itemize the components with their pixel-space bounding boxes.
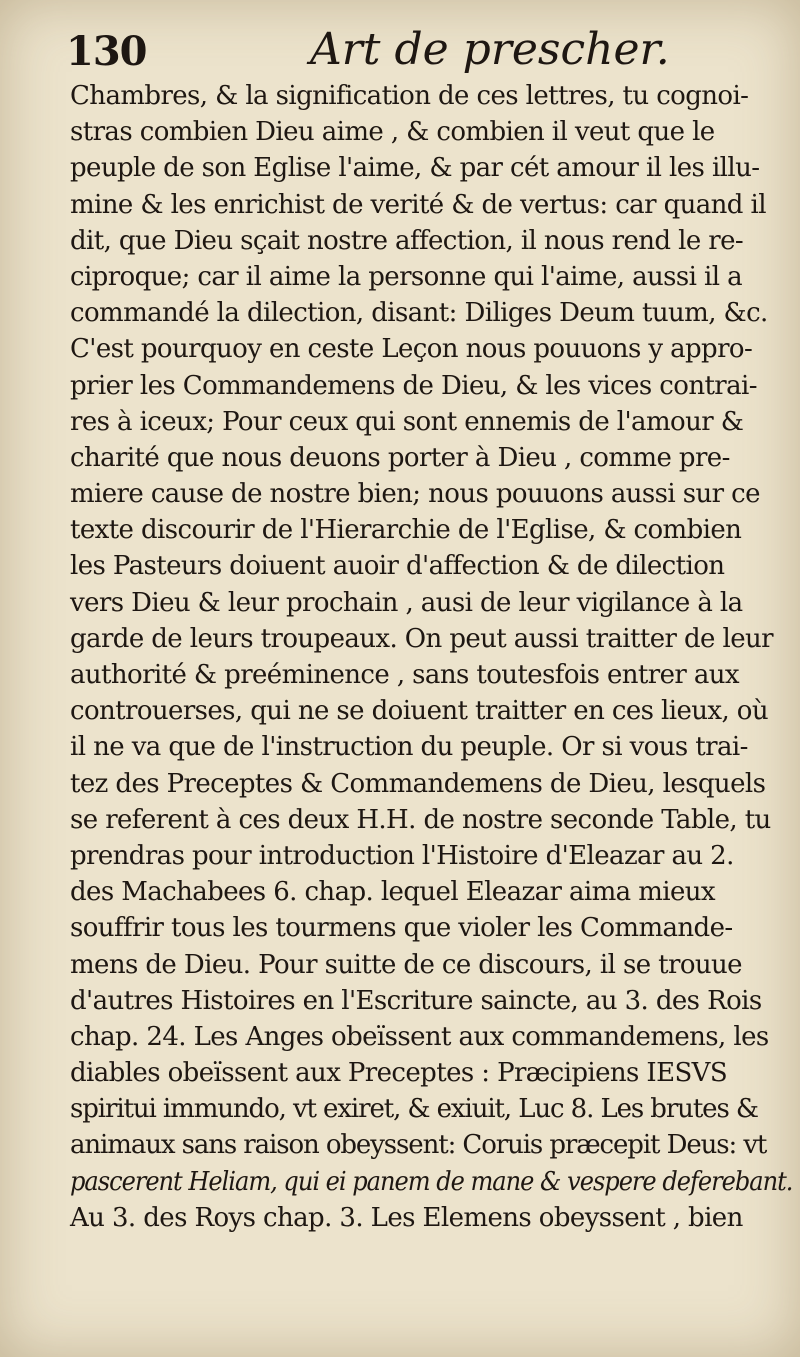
- text-line: mens de Dieu. Pour suitte de ce discours, il se trouue: [70, 949, 742, 980]
- running-title: Art de prescher.: [310, 24, 670, 75]
- text-line: prendras pour introduction l'Histoire d'Eleazar au 2.: [70, 840, 734, 871]
- body-text: [70, 78, 796, 1236]
- text-line: C'est pourquoy en ceste Leçon nous pouuons y appro-: [70, 334, 753, 365]
- text-line: res à iceux; Pour ceux qui sont ennemis de l'amour &: [70, 406, 744, 437]
- text-line: charité que nous deuons porter à Dieu , comme pre-: [70, 442, 730, 473]
- text-line: les Pasteurs doiuent auoir d'affection & de dilection: [70, 551, 725, 582]
- page-number: 130: [66, 28, 147, 75]
- text-line: authorité & preéminence , sans toutesfois entrer aux: [70, 660, 739, 690]
- text-line: prier les Commandemens de Dieu, & les vices contrai-: [70, 370, 757, 401]
- text-line: il ne va que de l'instruction du peuple. Or si vous trai-: [70, 732, 748, 763]
- text-line: dit, que Dieu sçait nostre affection, il nous rend le re-: [70, 225, 744, 256]
- text-line: pascerent Heliam, qui ei panem de mane & vespere deferebant.: [70, 1166, 793, 1197]
- text-line: miere cause de nostre bien; nous pouuons aussi sur ce: [70, 479, 760, 510]
- text-line: garde de leurs troupeaux. On peut aussi traitter de leur: [70, 623, 773, 654]
- text-line: texte discourir de l'Hierarchie de l'Eglise, & combien: [70, 515, 742, 546]
- text-line: souffrir tous les tourmens que violer les Commande-: [70, 913, 733, 944]
- text-line: peuple de son Eglise l'aime, & par cét amour il les illu-: [70, 153, 760, 184]
- text-line: ciproque; car il aime la personne qui l'aime, aussi il a: [70, 261, 742, 292]
- text-line: chap. 24. Les Anges obeïssent aux commandemens, les: [70, 1021, 769, 1052]
- text-line: mine & les enrichist de verité & de vertus: car quand il: [70, 189, 766, 220]
- text-line: animaux sans raison obeyssent: Coruis præcepit Deus: vt: [70, 1130, 767, 1161]
- text-line: spiritui immundo, vt exiret, & exiuit, Luc 8. Les brutes &: [70, 1094, 758, 1125]
- page-header: [60, 20, 780, 78]
- text-line: des Machabees 6. chap. lequel Eleazar aima mieux: [70, 877, 715, 908]
- text-line: d'autres Histoires en l'Escriture saincte, au 3. des Rois: [70, 985, 762, 1016]
- text-line: tez des Preceptes & Commandemens de Dieu, lesquels: [70, 768, 766, 799]
- text-line: se referent à ces deux H.H. de nostre seconde Table, tu: [70, 804, 771, 835]
- text-line: stras combien Dieu aime , & combien il veut que le: [70, 117, 715, 148]
- text-line: diables obeïssent aux Preceptes : Præcipiens IESVS: [70, 1058, 728, 1089]
- text-line: controuerses, qui ne se doiuent traitter en ces lieux, où: [70, 696, 768, 727]
- text-line: Au 3. des Roys chap. 3. Les Elemens obeyssent , bien: [70, 1202, 743, 1233]
- text-line: vers Dieu & leur prochain , ausi de leur vigilance à la: [70, 587, 743, 618]
- text-line: commandé la dilection, disant: Diliges Deum tuum, &c.: [70, 298, 768, 329]
- text-line: Chambres, & la signification de ces lettres, tu cognoi-: [70, 81, 749, 111]
